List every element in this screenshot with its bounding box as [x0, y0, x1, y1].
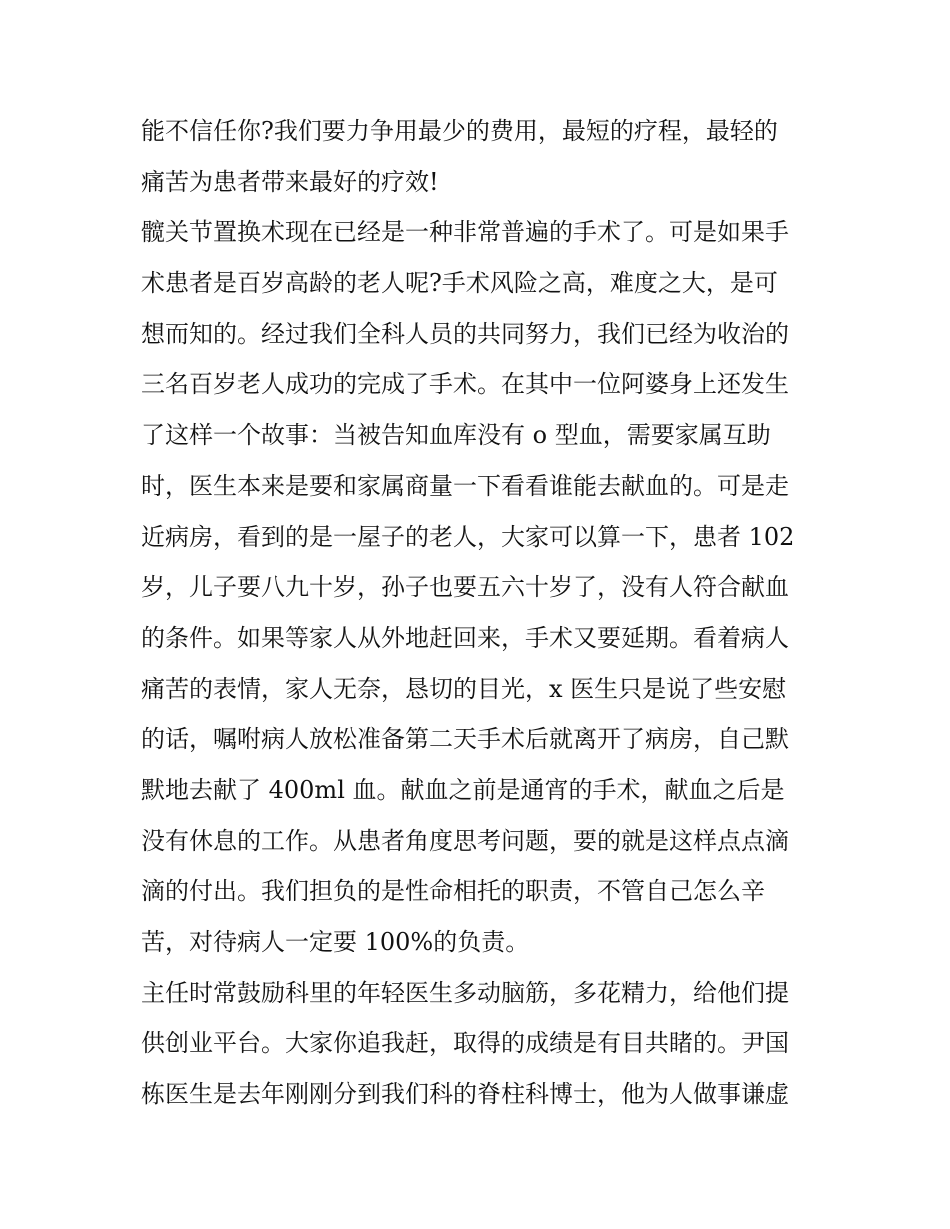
- text-line: 了这样一个故事：当被告知血库没有 o 型血，需要家属互助: [141, 421, 771, 450]
- text-line: 没有休息的工作。从患者角度思考问题，要的就是这样点点滴: [141, 826, 789, 855]
- text-line: 髋关节置换术现在已经是一种非常普遍的手术了。可是如果手: [141, 218, 789, 247]
- text-line: 的话，嘱咐病人放松准备第二天手术后就离开了病房，自己默: [141, 725, 789, 754]
- text-line: 三名百岁老人成功的完成了手术。在其中一位阿婆身上还发生: [141, 370, 789, 399]
- body-text: [141, 106, 821, 1120]
- text-line: 痛苦为患者带来最好的疗效!: [141, 167, 439, 196]
- text-line: 痛苦的表情，家人无奈，恳切的目光，x 医生只是说了些安慰: [141, 674, 787, 703]
- text-line: 能不信任你?我们要力争用最少的费用，最短的疗程，最轻的: [141, 117, 778, 145]
- text-line: 近病房，看到的是一屋子的老人，大家可以算一下，患者 102: [141, 522, 795, 551]
- text-line: 的条件。如果等家人从外地赶回来，手术又要延期。看着病人: [141, 623, 789, 652]
- text-line: 术患者是百岁高龄的老人呢?手术风险之高，难度之大，是可: [141, 269, 778, 298]
- text-line: 时，医生本来是要和家属商量一下看看谁能去献血的。可是走: [141, 471, 789, 500]
- text-line: 想而知的。经过我们全科人员的共同努力，我们已经为收治的: [141, 319, 789, 348]
- text-line: 主任时常鼓励科里的年轻医生多动脑筋，多花精力，给他们提: [141, 978, 789, 1007]
- text-line: 默地去献了 400ml 血。献血之前是通宵的手术，献血之后是: [141, 775, 785, 804]
- text-line: 供创业平台。大家你追我赶，取得的成绩是有目共睹的。尹国: [141, 1029, 789, 1058]
- text-line: 栋医生是去年刚刚分到我们科的脊柱科博士，他为人做事谦虚: [141, 1080, 789, 1109]
- text-line: 滴的付出。我们担负的是性命相托的职责，不管自己怎么辛: [141, 877, 765, 906]
- text-line: 苦，对待病人一定要 100%的负责。: [141, 928, 530, 956]
- text-line: 岁，儿子要八九十岁，孙子也要五六十岁了，没有人符合献血: [141, 573, 789, 602]
